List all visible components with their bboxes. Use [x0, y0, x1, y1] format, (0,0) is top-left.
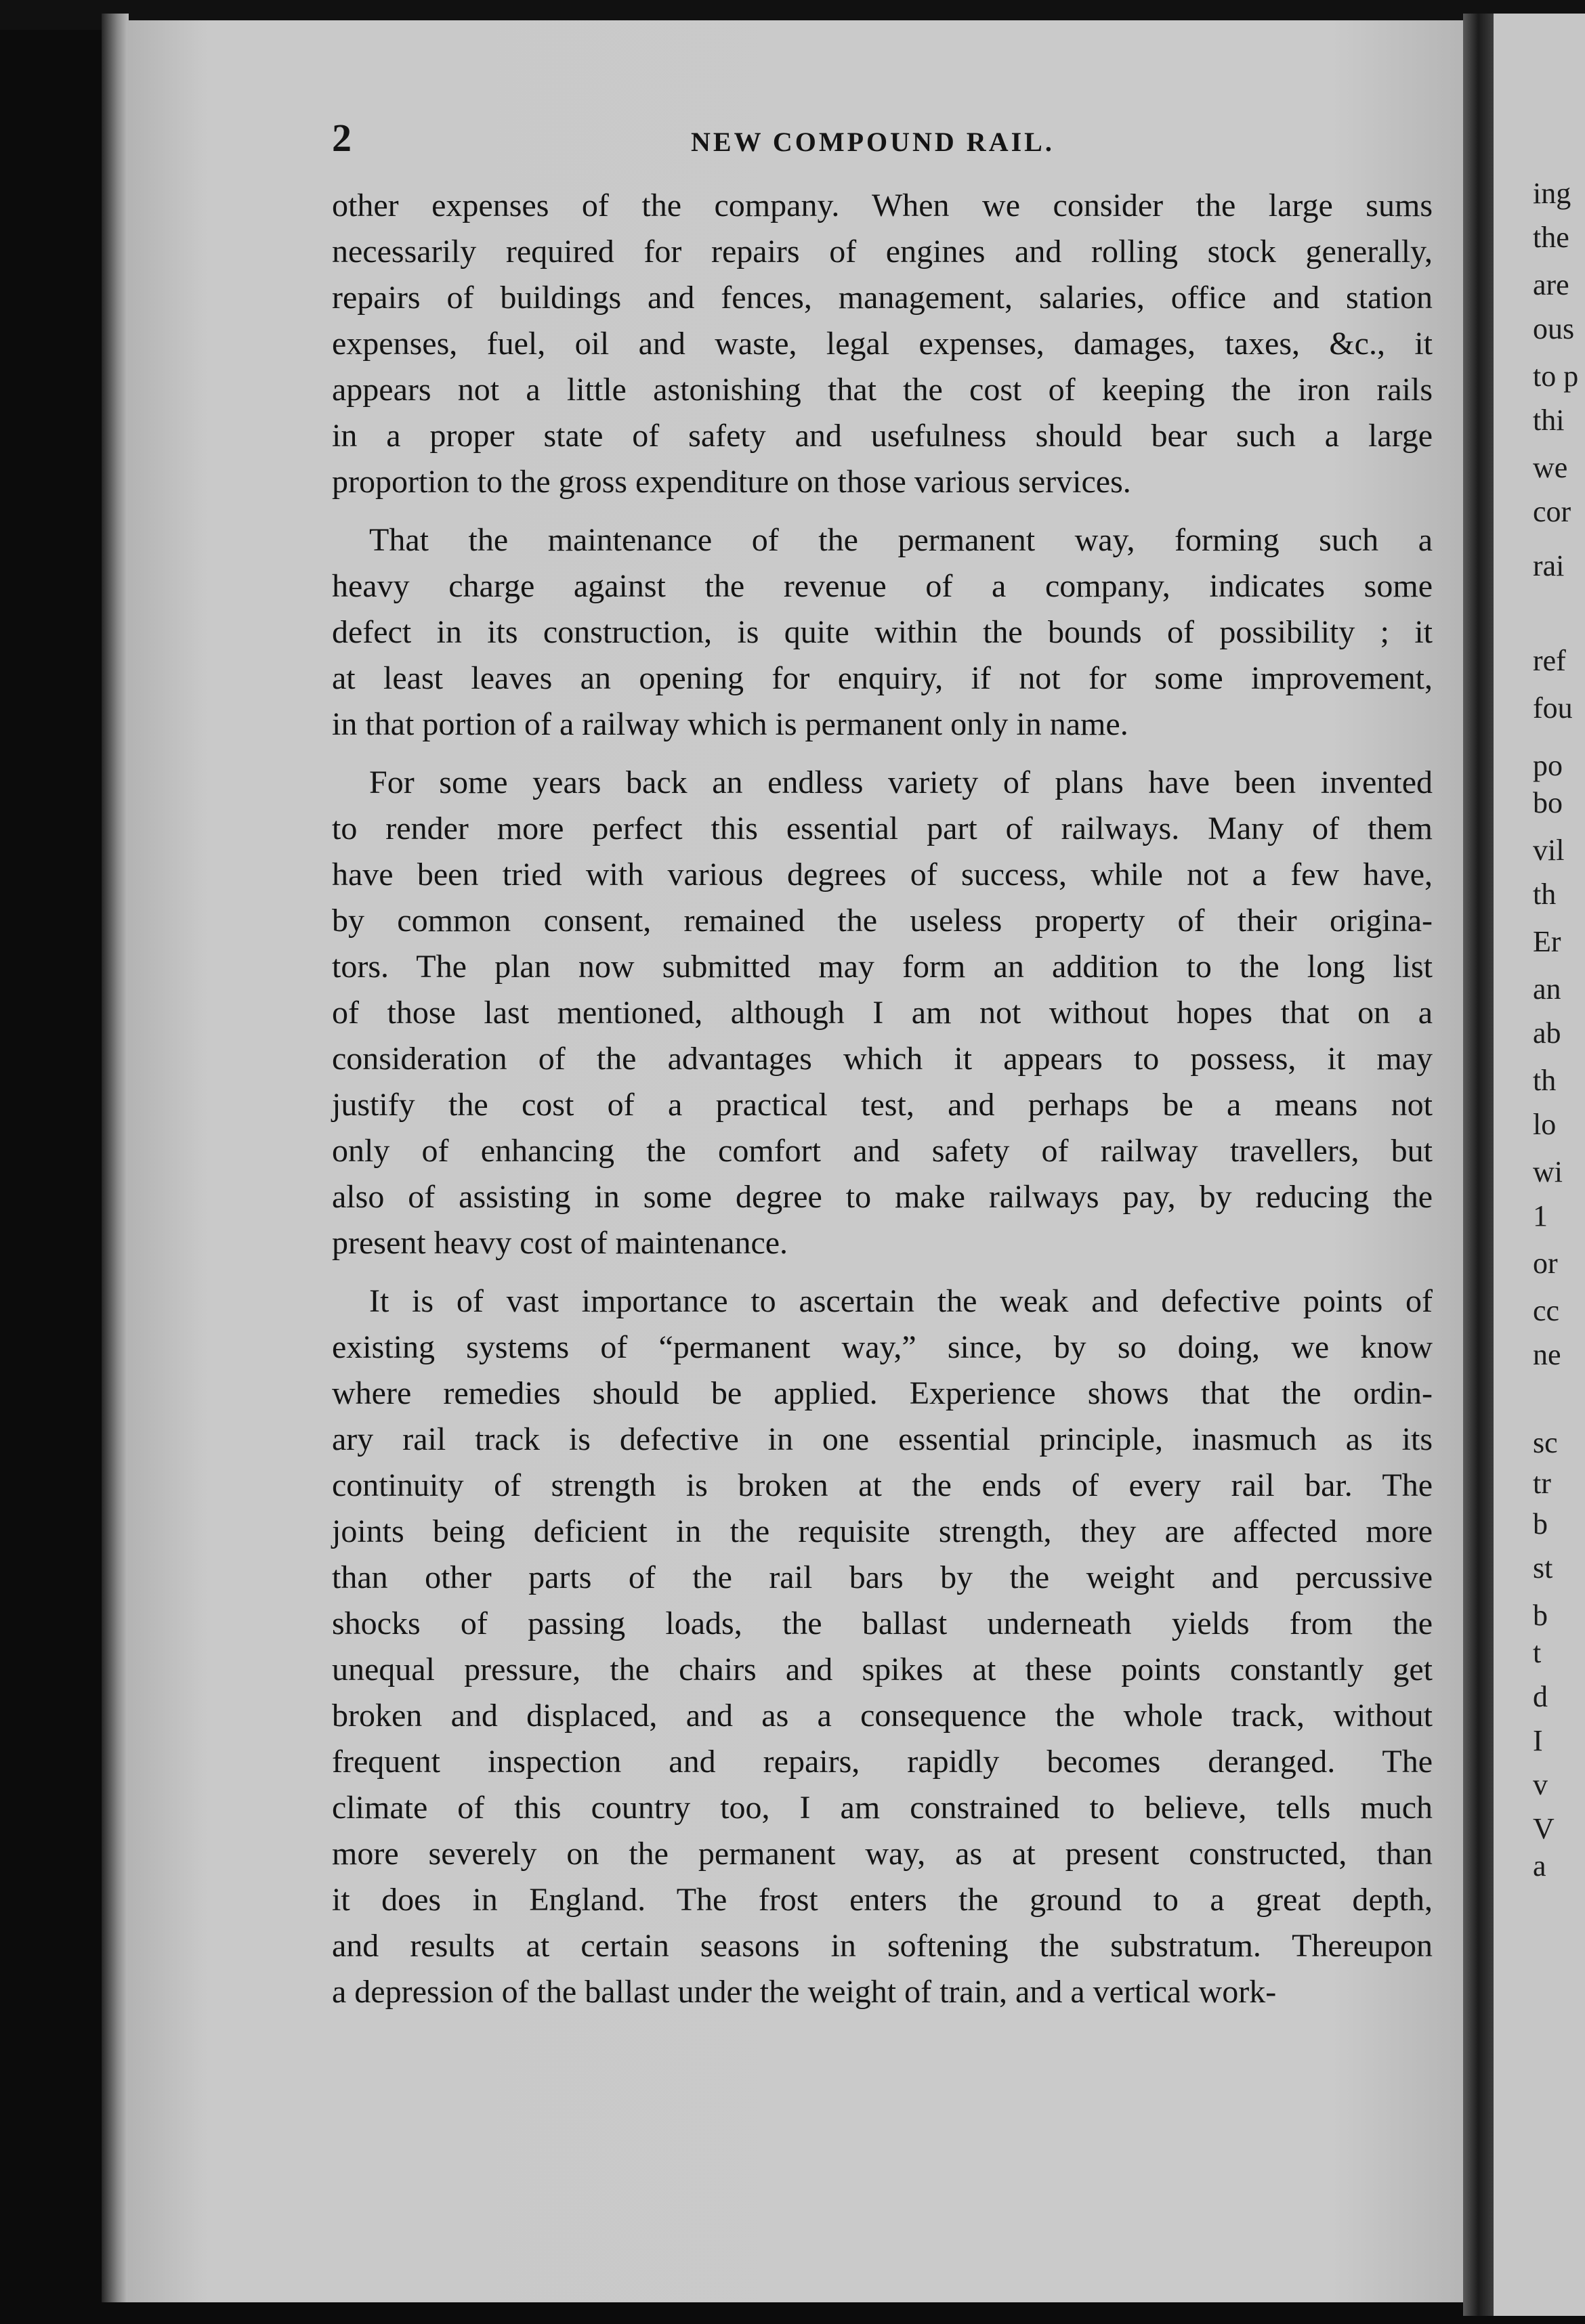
next-page-text-fragment: 1: [1533, 1199, 1548, 1232]
book-gutter: [1463, 14, 1494, 2316]
text-line: in a proper state of safety and usefulness should bear such a large: [332, 418, 1433, 454]
text-line: at least leaves an opening for enquiry, if not for some improvement,: [332, 660, 1433, 696]
page-header: [332, 115, 1450, 169]
next-page-text-fragment: ne: [1533, 1338, 1561, 1371]
text-line: tors. The plan now submitted may form an addition to the long list: [332, 949, 1433, 985]
next-page-text-fragment: ous: [1533, 312, 1575, 345]
text-line: climate of this country too, I am constrained to believe, tells much: [332, 1790, 1433, 1826]
next-page-text-fragment: ab: [1533, 1016, 1561, 1050]
next-page-text-fragment: fou: [1533, 691, 1573, 725]
text-line: joints being deficient in the requisite strength, they are affected more: [332, 1513, 1433, 1549]
text-line: continuity of strength is broken at the ends of every rail bar. The: [332, 1467, 1433, 1503]
next-page-text-fragment: or: [1533, 1247, 1558, 1280]
text-line: more severely on the permanent way, as at present constructed, than: [332, 1836, 1433, 1872]
text-line: That the maintenance of the permanent way, forming such a: [369, 522, 1433, 558]
next-page-text-fragment: an: [1533, 972, 1561, 1006]
next-page-text-fragment: Er: [1533, 925, 1561, 958]
paragraph: [332, 760, 1433, 1266]
text-line: of those last mentioned, although I am not without hopes that on a: [332, 995, 1433, 1031]
next-page-text-fragment: po: [1533, 749, 1563, 782]
text-line: It is of vast importance to ascertain the weak and defective points of: [369, 1283, 1433, 1319]
paragraph: [332, 1278, 1433, 2015]
next-page-text-fragment: we: [1533, 451, 1568, 484]
next-page-text-fragment: t: [1533, 1636, 1542, 1669]
text-line: than other parts of the rail bars by the weight and percussive: [332, 1559, 1433, 1595]
next-page-text-fragment: bo: [1533, 786, 1563, 819]
next-page-text-fragment: cor: [1533, 495, 1571, 528]
text-line: proportion to the gross expenditure on those various services.: [332, 464, 1131, 500]
next-page-text-fragment: ref: [1533, 644, 1566, 677]
text-line: shocks of passing loads, the ballast underneath yields from the: [332, 1606, 1433, 1641]
next-page-text-fragment: th: [1533, 878, 1557, 911]
text-line: heavy charge against the revenue of a company, indicates some: [332, 568, 1433, 604]
text-line: frequent inspection and repairs, rapidly becomes deranged. The: [332, 1744, 1433, 1780]
next-page-text-fragment: tr: [1533, 1467, 1551, 1500]
text-line: also of assisting in some degree to make railways pay, by reducing the: [332, 1179, 1433, 1215]
text-line: ary rail track is defective in one essential principle, inasmuch as its: [332, 1421, 1433, 1457]
next-page-text-fragment: d: [1533, 1680, 1548, 1713]
paragraph-gap: [332, 748, 1433, 760]
next-page-text-fragment: ing: [1533, 177, 1571, 210]
text-line: to render more perfect this essential part of railways. Many of them: [332, 811, 1433, 846]
next-page-text-fragment: wi: [1533, 1155, 1563, 1188]
next-page-text-fragment: th: [1533, 1064, 1557, 1097]
text-line: existing systems of “permanent way,” since, by so doing, we know: [332, 1329, 1433, 1365]
next-page-text-fragment: sc: [1533, 1426, 1558, 1459]
text-line: repairs of buildings and fences, management, salaries, office and station: [332, 280, 1433, 316]
body-text: [332, 183, 1433, 2015]
next-page-text-fragment: V: [1533, 1812, 1555, 1845]
text-line: broken and displaced, and as a consequence the whole track, without: [332, 1698, 1433, 1734]
text-line: by common consent, remained the useless property of their origina-: [332, 903, 1433, 939]
next-page-text-fragment: b: [1533, 1599, 1548, 1632]
page-number: 2: [332, 116, 352, 160]
next-page-text-fragment: b: [1533, 1507, 1548, 1541]
text-line: have been tried with various degrees of success, while not a few have,: [332, 857, 1433, 892]
next-page-text-fragment: rai: [1533, 549, 1565, 582]
next-page-text-fragment: to p: [1533, 360, 1579, 393]
next-page-text-fragment: a: [1533, 1849, 1546, 1882]
text-line: in that portion of a railway which is permanent only in name.: [332, 706, 1128, 742]
running-head: NEW COMPOUND RAIL.: [691, 127, 1055, 157]
text-line: expenses, fuel, oil and waste, legal expenses, damages, taxes, &c., it: [332, 326, 1433, 362]
text-line: it does in England. The frost enters the ground to a great depth,: [332, 1882, 1433, 1918]
left-page-edge: [102, 14, 129, 2302]
next-page-text-fragment: st: [1533, 1551, 1553, 1585]
paragraph-gap: [332, 505, 1433, 517]
next-page-fragment: [1494, 14, 1585, 2316]
next-page-text-fragment: vil: [1533, 834, 1565, 867]
paragraph: [332, 183, 1433, 505]
paragraph: [332, 517, 1433, 748]
next-page-text-fragment: cc: [1533, 1294, 1560, 1327]
text-line: where remedies should be applied. Experience shows that the ordin-: [332, 1375, 1433, 1411]
paragraph-gap: [332, 1266, 1433, 1278]
text-line: necessarily required for repairs of engines and rolling stock generally,: [332, 234, 1433, 270]
text-line: only of enhancing the comfort and safety of railway travellers, but: [332, 1133, 1433, 1169]
next-page-text-fragment: are: [1533, 268, 1569, 301]
next-page-text-fragment: lo: [1533, 1108, 1557, 1141]
next-page-text-fragment: thi: [1533, 404, 1565, 437]
text-line: and results at certain seasons in softening the substratum. Thereupon: [332, 1928, 1433, 1964]
text-line: For some years back an endless variety of plans have been invented: [369, 765, 1433, 800]
text-line: present heavy cost of maintenance.: [332, 1225, 788, 1261]
next-page-text-fragment: v: [1533, 1768, 1548, 1801]
text-line: defect in its construction, is quite within the bounds of possibility ; it: [332, 614, 1433, 650]
text-line: other expenses of the company. When we consider the large sums: [332, 188, 1433, 223]
text-line: justify the cost of a practical test, and perhaps be a means not: [332, 1087, 1433, 1123]
text-line: consideration of the advantages which it appears to possess, it may: [332, 1041, 1433, 1077]
text-line: a depression of the ballast under the weight of train, and a vertical work-: [332, 1974, 1277, 2010]
text-line: unequal pressure, the chairs and spikes at these points constantly get: [332, 1652, 1433, 1687]
text-line: appears not a little astonishing that the cost of keeping the iron rails: [332, 372, 1433, 408]
next-page-text-fragment: the: [1533, 221, 1569, 254]
next-page-text-fragment: I: [1533, 1724, 1543, 1757]
